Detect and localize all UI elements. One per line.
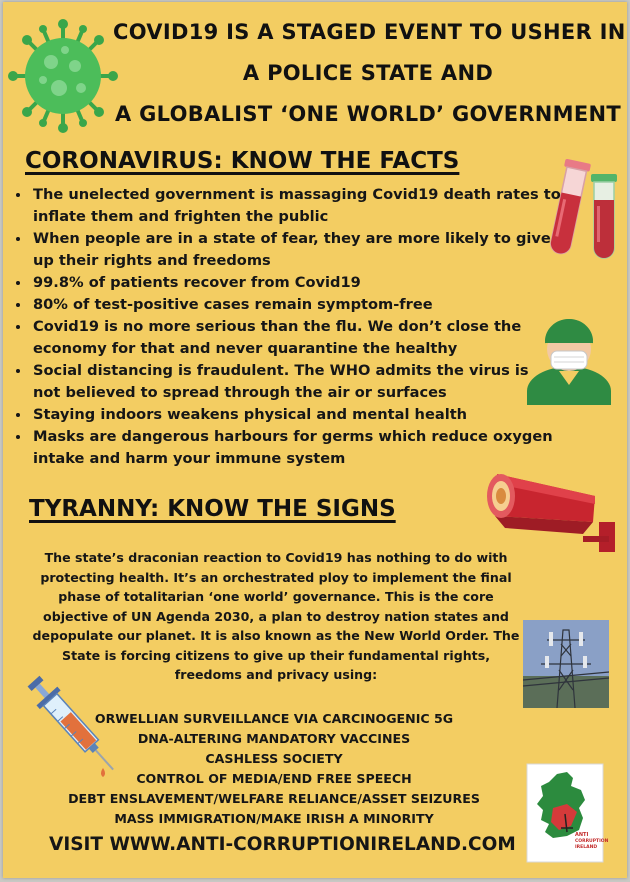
headline-line-3: A GLOBALIST ‘ONE WORLD’ GOVERNMENT bbox=[114, 102, 622, 126]
list-item: • The unelected government is massaging Covid19 death rates to inflate them and frighten the public bbox=[31, 184, 561, 228]
svg-text:CORRUPTION: CORRUPTION bbox=[575, 839, 609, 844]
anti-corruption-ireland-logo bbox=[527, 764, 609, 862]
masked-doctor-icon bbox=[523, 307, 615, 405]
list-item: DEBT ENSLAVEMENT/WELFARE RELIANCE/ASSET SEIZURES bbox=[68, 791, 480, 806]
headline-line-1: COVID19 IS A STAGED EVENT TO USHER IN bbox=[113, 20, 626, 44]
headline bbox=[113, 12, 626, 135]
list-item: • Social distancing is fraudulent. The WHO admits the virus is not believed to spread through the air or surfaces bbox=[31, 360, 561, 404]
list-item: • Masks are dangerous harbours for germs which reduce oxygen intake and harm your immune system bbox=[31, 426, 561, 470]
list-item: CASHLESS SOCIETY bbox=[205, 751, 343, 766]
website-link: VISIT WWW.ANTI-CORRUPTIONIRELAND.COM bbox=[49, 834, 516, 855]
svg-text:IRELAND: IRELAND bbox=[575, 845, 598, 850]
flyer bbox=[3, 2, 627, 878]
svg-text:ANTI: ANTI bbox=[575, 832, 589, 838]
list-item: • 80% of test-positive cases remain symptom-free bbox=[31, 294, 561, 316]
list-item: • When people are in a state of fear, they are more likely to give up their rights and freedoms bbox=[31, 228, 561, 272]
list-item: • Staying indoors weakens physical and mental health bbox=[31, 404, 561, 426]
list-item: CONTROL OF MEDIA/END FREE SPEECH bbox=[136, 771, 412, 786]
list-item: • 99.8% of patients recover from Covid19 bbox=[31, 272, 561, 294]
headline-line-2: A POLICE STATE AND bbox=[242, 61, 494, 85]
list-item: MASS IMMIGRATION/MAKE IRISH A MINORITY bbox=[114, 811, 434, 826]
facts-heading: CORONAVIRUS: KNOW THE FACTS bbox=[25, 148, 460, 174]
list-item: ORWELLIAN SURVEILLANCE VIA CARCINOGENIC 5G bbox=[94, 711, 454, 726]
list-item: DNA-ALTERING MANDATORY VACCINES bbox=[137, 731, 411, 746]
tyranny-paragraph: The state’s draconian reaction to Covid19 has nothing to do with protecting health. It’s an orchestrated ploy to implement the final phase of totalitarian ‘one world’ governance. This is the core objective of UN Agenda 2030, a plan to destroy nation states and depopulate our planet. It is also known as the New World Order. The State is forcing citizens to give up their fundamental rights, freedoms and privacy using: bbox=[32, 550, 520, 682]
measures-list bbox=[49, 709, 499, 829]
virus-icon bbox=[7, 16, 119, 136]
list-item: • Covid19 is no more serious than the flu. We don’t close the economy for that and never quarantine the healthy bbox=[31, 316, 561, 360]
5g-tower-photo bbox=[523, 620, 609, 708]
facts-list bbox=[9, 184, 561, 470]
tyranny-heading: TYRANNY: KNOW THE SIGNS bbox=[29, 496, 396, 522]
